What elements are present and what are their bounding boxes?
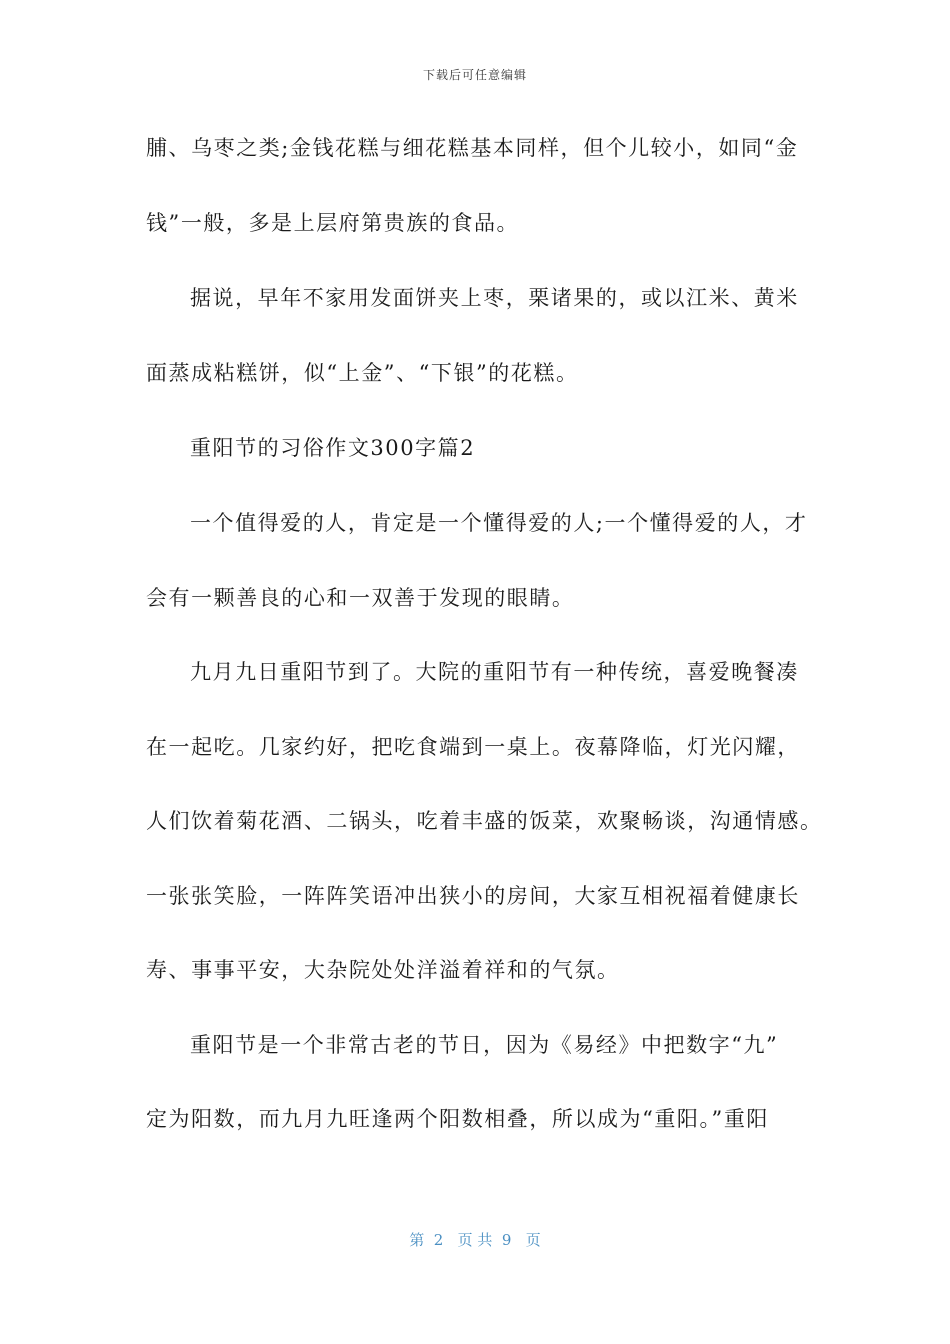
paragraph-line: 定为阳数，而九月九旺逢两个阳数相叠，所以成为“重阳。”重阳 [146,1107,769,1131]
paragraph-line: 一张张笑脸，一阵阵笑语冲出狭小的房间，大家互相祝福着健康长 [146,884,800,908]
paragraph-line: 钱”一般，多是上层府第贵族的食品。 [146,211,520,235]
paragraph-line: 一个值得爱的人，肯定是一个懂得爱的人;一个懂得爱的人，才 [190,511,808,535]
paragraph-line: 面蒸成粘糕饼，似“上金”、“下银”的花糕。 [146,361,579,385]
section-heading: 重阳节的习俗作文300字篇2 [190,436,476,460]
paragraph-line: 寿、事事平安，大杂院处处洋溢着祥和的气氛。 [146,958,620,982]
paragraph-line: 人们饮着菊花酒、二锅头，吃着丰盛的饭菜，欢聚畅谈，沟通情感。 [146,809,823,833]
paragraph-line: 会有一颗善良的心和一双善于发现的眼睛。 [146,586,575,610]
page-header: 下载后可任意编辑 [422,68,527,82]
paragraph-line: 脯、乌枣之类;金钱花糕与细花糕基本同样，但个儿较小，如同“金 [146,136,799,160]
paragraph-line: 在一起吃。几家约好，把吃食端到一桌上。夜幕降临，灯光闪耀， [146,735,800,759]
paragraph-line: 据说，早年不家用发面饼夹上枣，栗诸果的，或以江米、黄米 [190,286,799,310]
page-number-footer: 第 2 页 共 9 页 [409,1231,541,1249]
paragraph-line: 重阳节是一个非常古老的节日，因为《易经》中把数字“九” [190,1033,779,1057]
paragraph-line: 九月九日重阳节到了。大院的重阳节有一种传统，喜爱晚餐凑 [190,660,799,684]
